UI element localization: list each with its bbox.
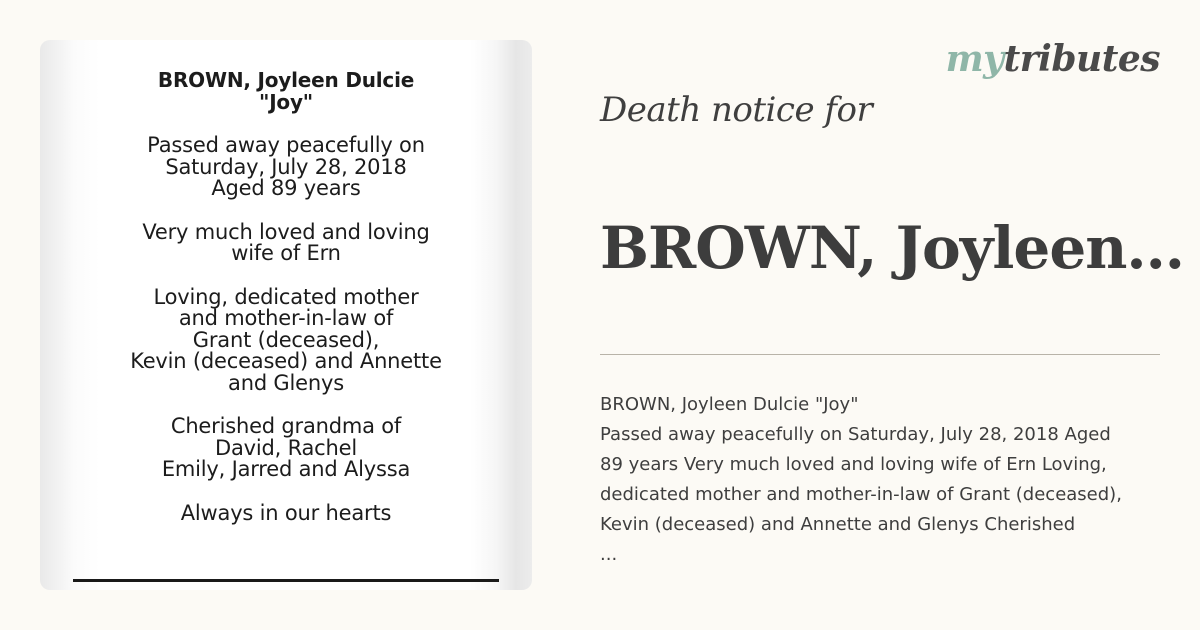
clipping-line: Aged 89 years (211, 176, 361, 200)
excerpt-line: Passed away peacefully on Saturday, July 28, 2018 Aged (600, 424, 1111, 445)
logo-part-tributes: tributes (1003, 38, 1160, 80)
clipping-line: Saturday, July 28, 2018 (165, 154, 407, 179)
clipping-text (74, 70, 498, 546)
clipping-line: Loving, dedicated mother (153, 284, 419, 309)
clipping-line: Emily, Jarred and Alyssa (161, 457, 411, 481)
deceased-name-title: BROWN, Joyleen... (600, 214, 1184, 282)
clipping-paragraph (74, 135, 498, 200)
clipping-line: "Joy" (258, 89, 314, 114)
clipping-paragraph (74, 500, 498, 525)
excerpt-line: dedicated mother and mother-in-law of Grant (deceased), (600, 484, 1122, 505)
clipping-line: Passed away peacefully on (147, 133, 425, 157)
excerpt-line: Kevin (deceased) and Annette and Glenys Cherished (600, 514, 1076, 535)
clipping-line: Grant (deceased), (192, 327, 380, 352)
logo-part-my: my (945, 38, 1004, 80)
clipping-line: and Glenys (228, 370, 344, 395)
excerpt-line: 89 years Very much loved and loving wife of Ern Loving, (600, 454, 1107, 475)
clipping-line: Kevin (deceased) and Annette (130, 349, 442, 373)
clipping-line: and mother-in-law of (178, 306, 394, 330)
notice-excerpt (600, 390, 1200, 570)
notice-label: Death notice for (600, 90, 873, 130)
clipping-paragraph (74, 219, 498, 265)
clipping-line: Always in our hearts (180, 500, 392, 525)
clipping-line: BROWN, Joyleen Dulcie (157, 68, 415, 92)
clipping-line: Very much loved and loving (142, 219, 430, 244)
clipping-paragraph (74, 416, 498, 481)
clipping-bottom-rule (73, 579, 499, 582)
death-notice-clipping-image (40, 40, 532, 590)
excerpt-line: BROWN, Joyleen Dulcie "Joy" (600, 394, 859, 415)
excerpt-ellipsis: ... (600, 544, 618, 565)
clipping-heading (74, 70, 498, 113)
mytributes-logo[interactable] (946, 38, 1160, 80)
clipping-line: wife of Ern (231, 241, 341, 265)
clipping-paragraph (74, 284, 498, 395)
clipping-line: Cherished grandma of (170, 414, 402, 438)
clipping-line: David, Rachel (215, 435, 357, 460)
section-divider (600, 354, 1160, 355)
